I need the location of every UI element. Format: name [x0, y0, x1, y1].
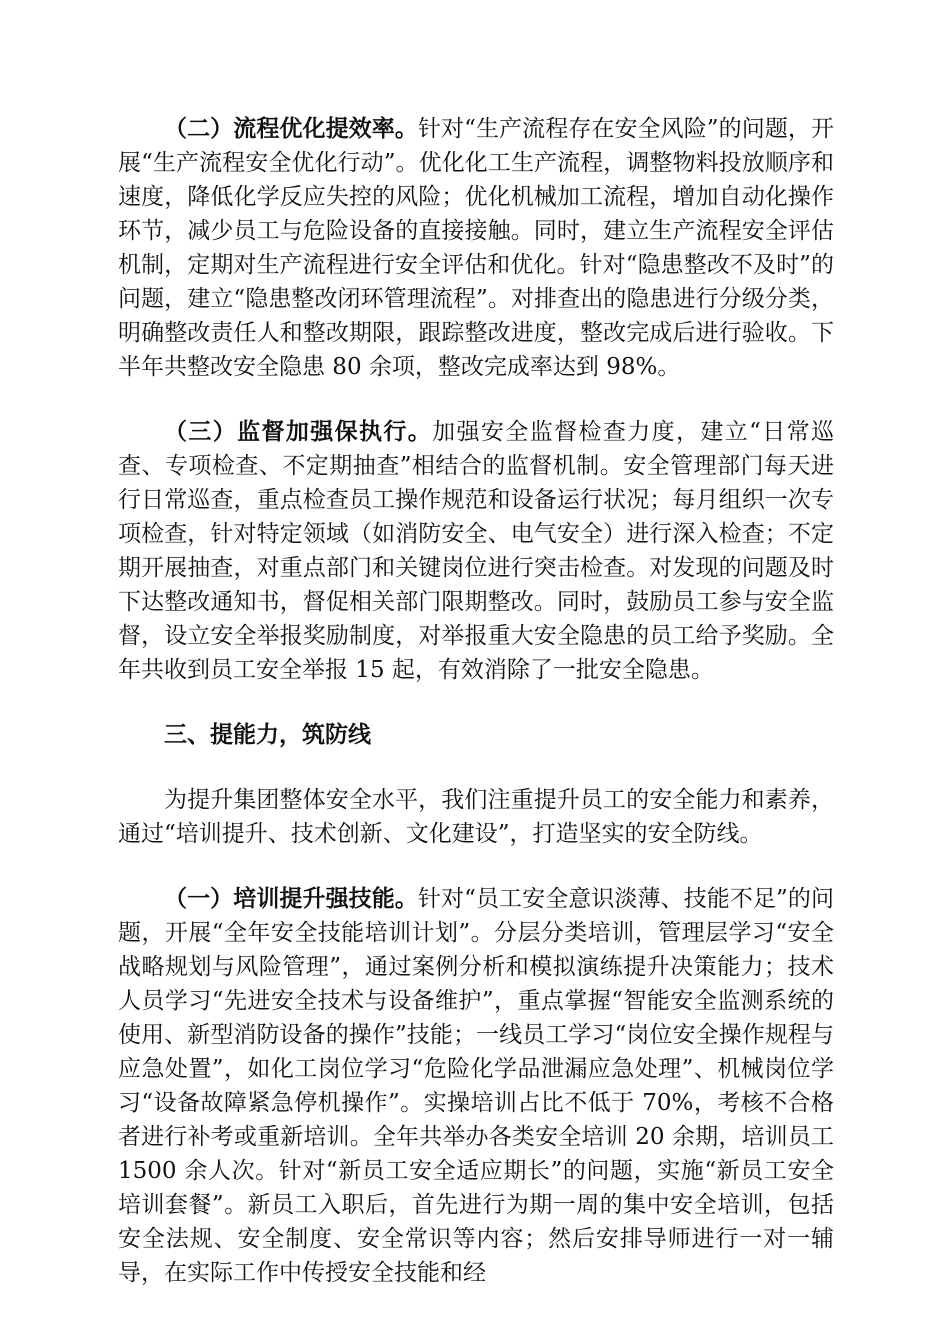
paragraph-text: 加强安全监督检查力度，建立“日常巡查、专项检查、不定期抽查”相结合的监督机制。安全管理部门每天进行日常巡查，重点检查员工操作规范和设备运行状况；每月组织一次专项检查，针对特定领域（如消防安全、电气安全）进行深入检查；不定期开展抽查，对重点部门和关键岗位进行突击检查。对发现的问题及时下达整改通知书，督促相关部门限期整改。同时，鼓励员工参与安全监督，设立安全举报奖励制度，对举报重大安全隐患的员工给予奖励。全年共收到员工安全举报 15 起，有效消除了一批安全隐患。: [118, 419, 834, 683]
paragraph-spacer: [118, 752, 834, 783]
paragraph-training: [118, 882, 834, 1290]
paragraph-lead: （一）培训提升强技能。: [164, 886, 418, 912]
paragraph-supervision: [118, 415, 834, 687]
paragraph-lead: （二）流程优化提效率。: [164, 116, 418, 142]
paragraph-spacer: [118, 384, 834, 415]
paragraph-spacer: [118, 851, 834, 882]
section-heading: 三、提能力，筑防线: [164, 722, 371, 748]
paragraph-process-optimization: [118, 112, 834, 384]
section-intro-paragraph: 为提升集团整体安全水平，我们注重提升员工的安全能力和素养，通过“培训提升、技术创新、文化建设”，打造坚实的安全防线。: [118, 787, 834, 847]
paragraph-text: 针对“员工安全意识淡薄、技能不足”的问题，开展“全年安全技能培训计划”。分层分类培训，管理层学习“安全战略规划与风险管理”，通过案例分析和模拟演练提升决策能力；技术人员学习“先进安全技术与设备维护”，重点掌握“智能安全监测系统的使用、新型消防设备的操作”技能；一线员工学习“岗位安全操作规程与应急处置”，如化工岗位学习“危险化学品泄漏应急处理”、机械岗位学习“设备故障紧急停机操作”。实操培训占比不低于 70%，考核不合格者进行补考或重新培训。全年共举办各类安全培训 20 余期，培训员工 1500 余人次。针对“新员工安全适应期长”的问题，实施“新员工安全培训套餐”。新员工入职后，首先进行为期一周的集中安全培训，包括安全法规、安全制度、安全常识等内容；然后安排导师进行一对一辅导，在实际工作中传授安全技能和经: [118, 886, 834, 1286]
paragraph-text: 针对“生产流程存在安全风险”的问题，开展“生产流程安全优化行动”。优化化工生产流程，调整物料投放顺序和速度，降低化学反应失控的风险；优化机械加工流程，增加自动化操作环节，减少员工与危险设备的直接接触。同时，建立生产流程安全评估机制，定期对生产流程进行安全评估和优化。针对“隐患整改不及时”的问题，建立“隐患整改闭环管理流程”。对排查出的隐患进行分级分类，明确整改责任人和整改期限，跟踪整改进度，整改完成后进行验收。下半年共整改安全隐患 80 余项，整改完成率达到 98%。: [118, 116, 834, 380]
paragraph-spacer: [118, 687, 834, 718]
document-body: [118, 112, 834, 1290]
paragraph-lead: （三）监督加强保执行。: [164, 419, 433, 445]
